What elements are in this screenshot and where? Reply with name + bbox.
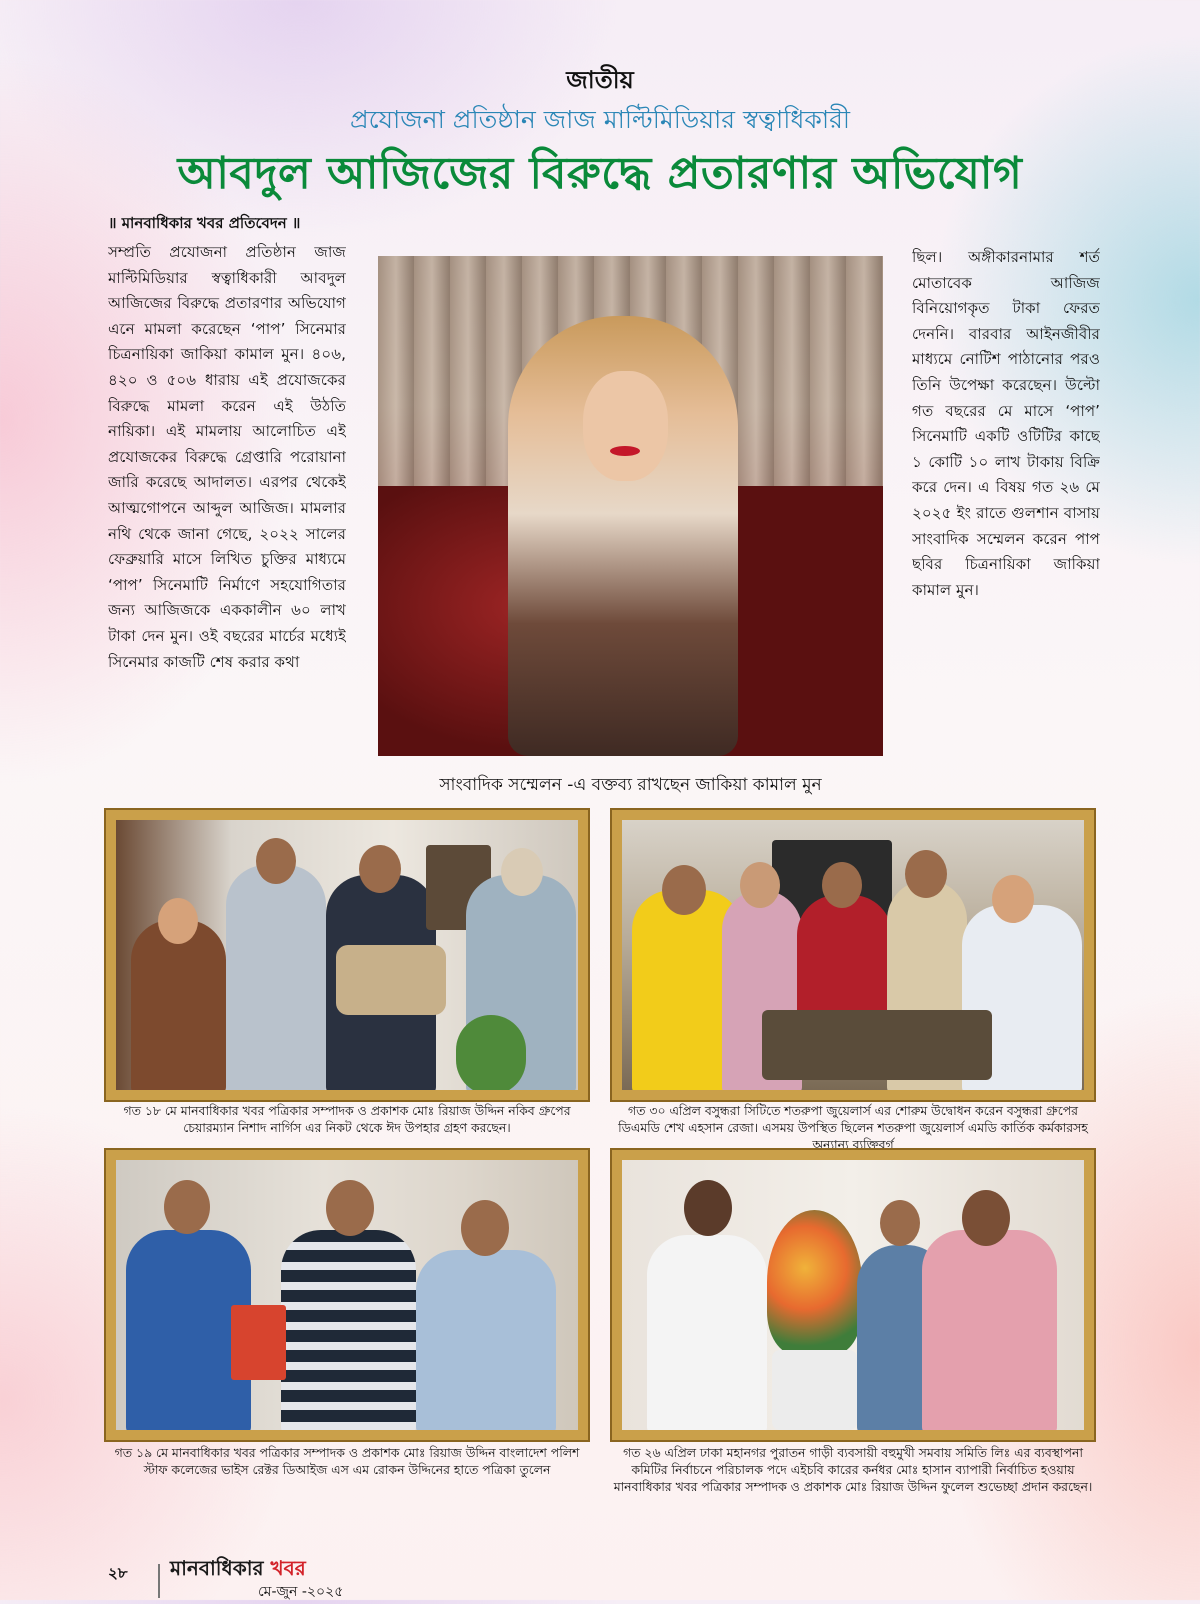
photo-gift-handover bbox=[106, 810, 588, 1100]
article-left-column: সম্প্রতি প্রযোজনা প্রতিষ্ঠান জাজ মাল্টিমিডিয়ার স্বত্বাধিকারী আবদুল আজিজের বিরুদ্ধে প্রতারণার অভিযোগ এনে মামলা করেছেন ‘পাপ’ সিনেমার চিত্রনায়িকা জাকিয়া কামাল মুন। ৪০৬, ৪২০ ও ৫০৬ ধারায় এই প্রযোজকের বিরুদ্ধে মামলা করেন এই উঠতি নায়িকা। এই মামলায় আলোচিত এই প্রযোজকের বিরুদ্ধে গ্রেপ্তারি পরোয়ানা জারি করেছে আদালত। এরপর থেকেই আত্মগোপনে আব্দুল আজিজ। মামলার নথি থেকে জানা গেছে, ২০২২ সালের ফেব্রুয়ারি মাসে লিখিত চুক্তির মাধ্যমে ‘পাপ’ সিনেমাটি নির্মাণে সহযোগিতার জন্য আজিজকে এককালীন ৬০ লাখ টাকা দেন মুন। ওই বছরের মার্চের মধ্যেই সিনেমার কাজটি শেষ করার কথা bbox=[108, 243, 346, 671]
kicker: প্রযোজনা প্রতিষ্ঠান জাজ মাল্টিমিডিয়ার স্বত্বাধিকারী bbox=[349, 105, 851, 134]
actress-lips bbox=[610, 446, 640, 456]
publication-name: মানবাধিকার bbox=[170, 1556, 264, 1580]
actress-face bbox=[583, 371, 668, 481]
main-photo bbox=[378, 256, 883, 756]
main-photo-caption: সাংবাদিক সম্মেলন -এ বক্তব্য রাখছেন জাকিয়া কামাল মুন bbox=[439, 775, 822, 795]
photo-flower-greeting bbox=[612, 1150, 1094, 1440]
footer-divider bbox=[158, 1564, 160, 1598]
publication-name-accent: খবর bbox=[270, 1556, 306, 1580]
photo-caption-4: গত ২৬ এপ্রিল ঢাকা মহানগর পুরাতন গাড়ী ব্যবসায়ী বহুমুখী সমবায় সমিতি লিঃ এর ব্যবস্থাপনা কমিটির নির্বাচনে পরিচালক পদে এইচবি কারের কর্নধর মোঃ হাসান ব্যাপারী নির্বাচিত হওয়ায় মানবাধিকার খবর পত্রিকার সম্পাদক ও প্রকাশক মোঃ রিয়াজ উদ্দিন ফুলেল শুভেচ্ছা প্রদান করছেন। bbox=[613, 1445, 1093, 1494]
headline: আবদুল আজিজের বিরুদ্ধে প্রতারণার অভিযোগ bbox=[177, 148, 1023, 199]
article-right-column: ছিল। অঙ্গীকারনামার শর্ত মোতাবেক আজিজ বিনিয়োগকৃত টাকা ফেরত দেননি। বারবার আইনজীবীর মাধ্যমে নোটিশ পাঠানোর পরও তিনি উপেক্ষা করেছেন। উল্টো গত বছরের মে মাসে ‘পাপ’ সিনেমাটি একটি ওটিটির কাছে ১ কোটি ১০ লাখ টাকায় বিক্রি করে দেন। এ বিষয় গত ২৬ মে ২০২৫ ইং রাতে গুলশান বাসায় সাংবাদিক সম্মেলন করেন পাপ ছবির চিত্রনায়িকা জাকিয়া কামাল মুন। bbox=[912, 248, 1100, 599]
photo-caption-2: গত ৩০ এপ্রিল বসুন্ধরা সিটিতে শতরুপা জুয়েলার্স এর শোরুম উদ্বোধন করেন বসুন্ধরা গ্রুপের ডিএমডি শেখ এহসান রেজা। এসময় উপস্থিত ছিলেন শতরুপা জুয়েলার্স এমডি কার্তিক কর্মকারসহ অন্যান্য ব্যক্তিবর্গ bbox=[618, 1103, 1088, 1152]
issue-date: মে-জুন -২০২৫ bbox=[258, 1584, 344, 1600]
photo-caption-3: গত ১৯ মে মানবাধিকার খবর পত্রিকার সম্পাদক ও প্রকাশক মোঃ রিয়াজ উদ্দিন বাংলাদেশ পলিশ স্টাফ কলেজের ভাইস রেক্টর ডিআইজ এস এম রোকন উদ্দিনের হাতে পত্রিকা তুলেন bbox=[114, 1445, 580, 1477]
page-number: ২৮ bbox=[108, 1564, 128, 1582]
photo-jewellers-opening bbox=[612, 810, 1094, 1100]
byline: ॥ মানবাধিকার খবর প্রতিবেদন ॥ bbox=[108, 214, 301, 232]
photo-caption-1: গত ১৮ মে মানবাধিকার খবর পত্রিকার সম্পাদক ও প্রকাশক মোঃ রিয়াজ উদ্দিন নকিব গ্রুপের চেয়ারম্যান নিশাদ নার্গিস এর নিকট থেকে ঈদ উপহার গ্রহণ করছেন। bbox=[123, 1103, 571, 1135]
section-label: জাতীয় bbox=[566, 66, 634, 94]
photo-magazine-handover bbox=[106, 1150, 588, 1440]
